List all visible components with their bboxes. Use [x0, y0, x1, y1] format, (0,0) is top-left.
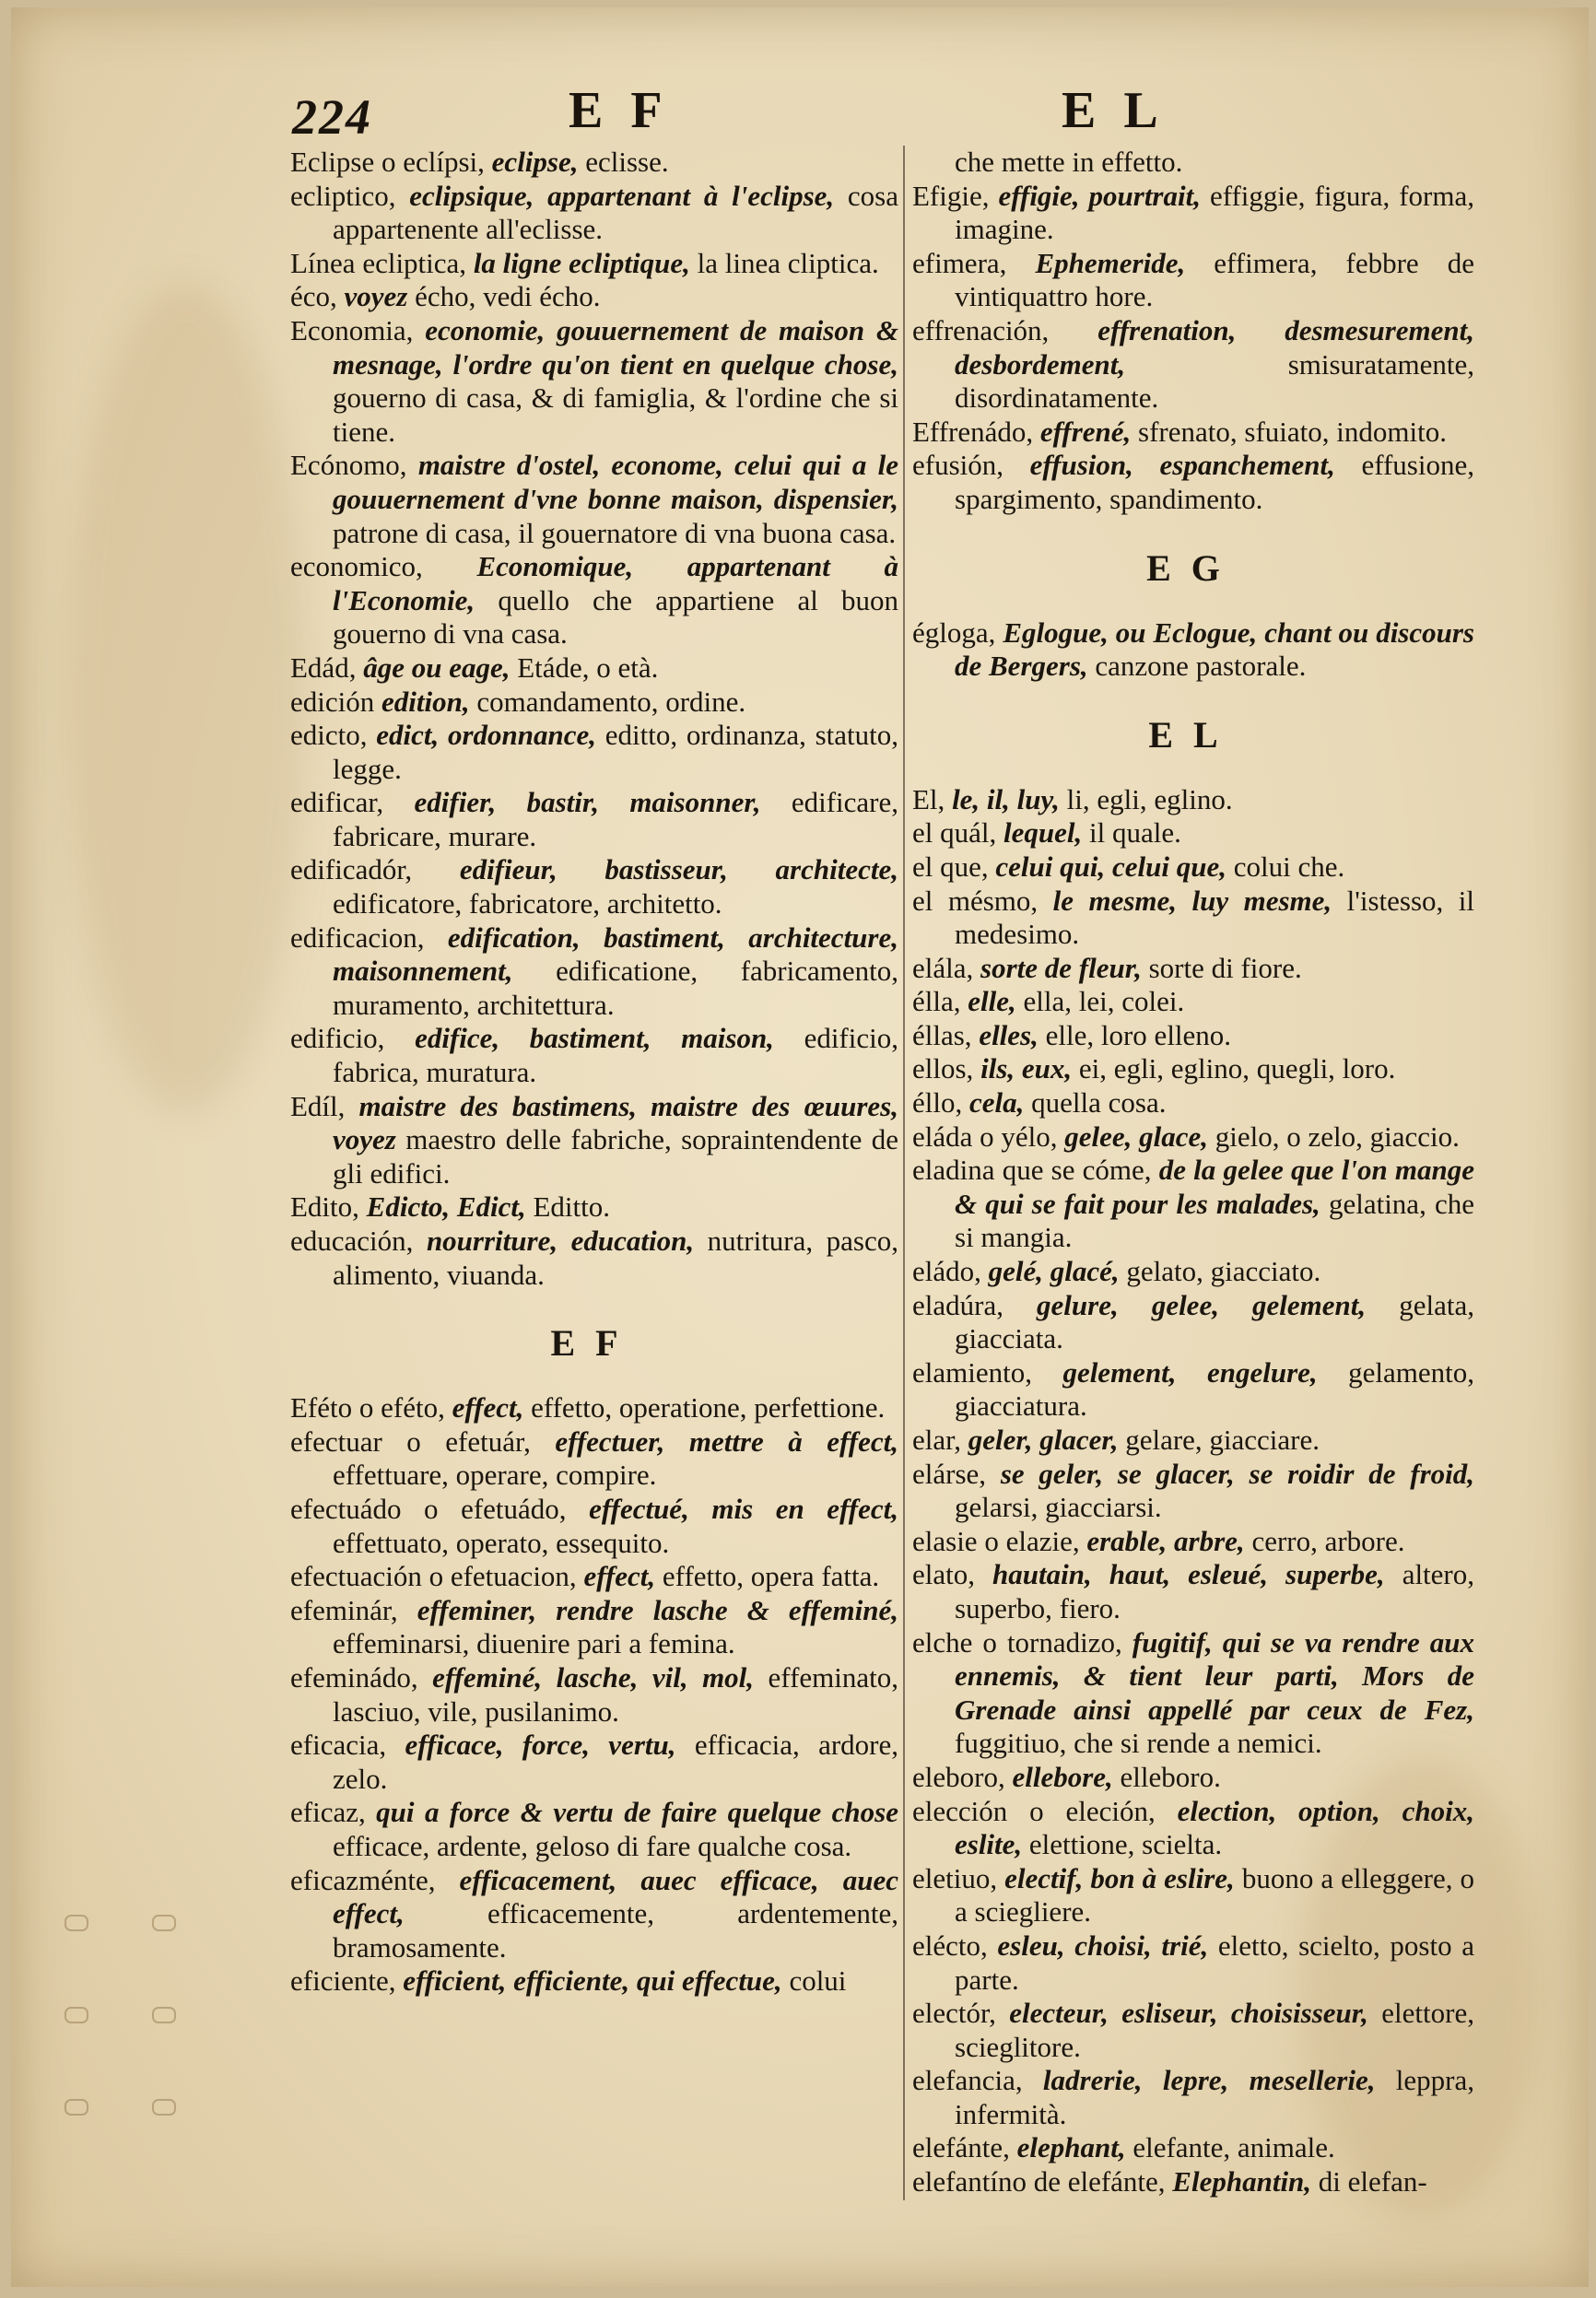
entry-italian-gloss: gelamento, giacciatura.: [955, 1355, 1474, 1423]
dictionary-entry: [912, 416, 1474, 450]
right-entries-el: [912, 783, 1474, 2199]
entry-french-gloss: Eglogue, ou Eclogue, chant ou discours de Bergers,: [955, 616, 1474, 683]
entry-headword: élla,: [912, 985, 968, 1018]
continuation-line: che mette in effetto.: [955, 146, 1183, 178]
entry-french-gloss: Elephantin,: [1172, 2165, 1319, 2198]
entry-headword: Eclipse o eclípsi,: [290, 146, 492, 178]
entry-french-gloss: edict, ordonnance,: [376, 719, 605, 752]
dictionary-entry: [290, 1729, 898, 1796]
entry-headword: elche o tornadizo,: [912, 1625, 1132, 1659]
entry-italian-gloss: edificio, fabrica, muratura.: [333, 1022, 898, 1089]
dictionary-entry: [290, 1225, 898, 1292]
entry-italian-gloss: effettuare, operare, compire.: [333, 1459, 657, 1492]
dictionary-entry: [912, 1052, 1474, 1086]
dictionary-entry: [912, 1929, 1474, 1997]
entry-italian-gloss: comandamento, ordine.: [476, 685, 746, 718]
dictionary-entry: [912, 2131, 1474, 2165]
dictionary-entry: [290, 146, 898, 180]
dictionary-entry: [912, 1626, 1474, 1761]
dictionary-entry: [912, 1154, 1474, 1255]
dictionary-entry: [912, 850, 1474, 885]
entry-headword: efectuación o efetuacion,: [290, 1560, 584, 1593]
entry-italian-gloss: écho, vedi écho.: [415, 280, 601, 313]
entry-headword: efeminár,: [290, 1593, 417, 1626]
entry-french-gloss: de la gelee que l'on mange & qui se fait pour les malades,: [955, 1154, 1474, 1220]
entry-headword: educación,: [290, 1225, 427, 1257]
entry-headword: eláda o yélo,: [912, 1120, 1065, 1153]
entry-french-gloss: geler, glacer,: [968, 1424, 1126, 1456]
dictionary-entry: [290, 786, 898, 853]
entry-italian-gloss: gouerno di casa, & di famiglia, & l'ordine che si tiene.: [333, 381, 898, 448]
entry-headword: ecliptico,: [290, 179, 410, 212]
dictionary-entry: [912, 1255, 1474, 1289]
entry-french-gloss: effeminé, lasche, vil, mol,: [432, 1660, 769, 1694]
entry-french-gloss: edifier, bastir, maisonner,: [414, 786, 792, 819]
entry-headword: elamiento,: [912, 1355, 1063, 1389]
dictionary-entry: [290, 651, 898, 686]
entry-italian-gloss: efficace, ardente, geloso di fare qualche cosa.: [333, 1829, 852, 1862]
entry-french-gloss: effectué, mis en effect,: [589, 1492, 898, 1525]
dictionary-entry: [290, 247, 898, 281]
entry-italian-gloss: edificatione, fabricamento, muramento, architettura.: [333, 955, 898, 1021]
entry-italian-gloss: gelarsi, giacciarsi.: [955, 1491, 1162, 1524]
dictionary-entry: [912, 1795, 1474, 1862]
entry-italian-gloss: effeminato, lasciuo, vile, pusilanimo.: [333, 1660, 898, 1728]
section-heading-ef: EF: [550, 1322, 639, 1365]
entry-headword: edición: [290, 685, 381, 718]
entry-french-gloss: Economique, appartenant à l'Economie,: [333, 550, 898, 616]
dictionary-entry: [912, 180, 1474, 247]
entry-italian-gloss: sorte di fiore.: [1148, 951, 1302, 984]
entry-italian-gloss: colui: [789, 1964, 847, 1998]
entry-french-gloss: effrenation, desmesurement, desbordement,: [955, 313, 1474, 381]
entry-french-gloss: le, il, luy,: [952, 782, 1067, 815]
dictionary-entry: [290, 1090, 898, 1191]
entry-french-gloss: effectuer, mettre à effect,: [555, 1425, 898, 1458]
dictionary-entry: [290, 1964, 898, 1999]
entry-french-gloss: lequel,: [1003, 816, 1089, 850]
entry-french-gloss: edition,: [381, 685, 477, 718]
entry-italian-gloss: gelata, giacciata.: [955, 1288, 1474, 1355]
entry-italian-gloss: efficacia, ardore, zelo.: [333, 1729, 898, 1795]
entry-italian-gloss: di elefan-: [1318, 2165, 1427, 2198]
entry-headword: Efigie,: [912, 179, 999, 212]
entry-headword: égloga,: [912, 616, 1003, 649]
entry-french-gloss: gelé, glacé,: [988, 1255, 1127, 1288]
entry-italian-gloss: elefante, animale.: [1132, 2131, 1335, 2164]
entry-headword: elección o eleción,: [912, 1794, 1178, 1827]
entry-french-gloss: maistre d'ostel, econome, celui qui a le gouuernement d'vne bonne maison, dispensier,: [333, 449, 898, 515]
entry-headword: elécto,: [912, 1929, 998, 1962]
page-number: 224: [292, 89, 372, 145]
entry-headword: elefánte,: [912, 2131, 1017, 2164]
entry-french-gloss: economie, gouuernement de maison & mesnage, l'ordre qu'on tient en quelque chose,: [333, 313, 898, 381]
dictionary-entry: [912, 1862, 1474, 1929]
entry-headword: el que,: [912, 850, 996, 883]
entry-headword: effrenación,: [912, 313, 1098, 346]
entry-headword: éllas,: [912, 1018, 980, 1051]
dictionary-entry: [290, 719, 898, 786]
entry-headword: eleboro,: [912, 1760, 1013, 1793]
entry-headword: eficiente,: [290, 1964, 404, 1998]
entry-headword: efectuar o efetuár,: [290, 1425, 556, 1458]
entry-headword: elárse,: [912, 1457, 1001, 1490]
entry-french-gloss: Ephemeride,: [1035, 246, 1215, 279]
entry-headword: El,: [912, 782, 953, 815]
entry-french-gloss: effect,: [583, 1560, 663, 1593]
dictionary-entry: [290, 280, 898, 314]
entry-italian-gloss: sfrenato, sfuiato, indomito.: [1138, 415, 1447, 448]
entry-italian-gloss: canzone pastorale.: [1095, 650, 1307, 683]
entry-french-gloss: efficacement, auec efficace, auec effect,: [333, 1863, 898, 1930]
entry-french-gloss: elle,: [968, 985, 1024, 1018]
dictionary-entry: [912, 783, 1474, 817]
entry-french-gloss: gelure, gelee, gelement,: [1037, 1288, 1400, 1321]
dictionary-entry: [912, 616, 1474, 684]
entry-french-gloss: efficace, force, vertu,: [405, 1729, 695, 1762]
entry-french-gloss: hautain, haut, esleué, superbe,: [992, 1558, 1402, 1591]
entry-french-gloss: erable, arbre,: [1086, 1524, 1252, 1557]
entry-italian-gloss: gelato, giacciato.: [1126, 1255, 1321, 1288]
entry-headword: electór,: [912, 1997, 1010, 2030]
entry-italian-gloss: effetto, opera fatta.: [662, 1560, 880, 1593]
entry-italian-gloss: il quale.: [1089, 816, 1181, 850]
entry-french-gloss: electeur, esliseur, choisisseur,: [1009, 1997, 1382, 2030]
entry-italian-gloss: Etáde, o età.: [517, 651, 659, 684]
dictionary-entry: [290, 1796, 898, 1863]
entry-french-gloss: Edicto, Edict,: [366, 1190, 534, 1224]
dictionary-entry: [290, 314, 898, 449]
dictionary-entry: [912, 247, 1474, 314]
dictionary-entry: [290, 1661, 898, 1729]
entry-italian-gloss: quello che appartiene al buon gouerno di vna casa.: [333, 583, 898, 651]
entry-headword: Edíl,: [290, 1089, 359, 1122]
dictionary-entry: [912, 1086, 1474, 1120]
entry-italian-gloss: efficacemente, ardentemente, bramosamente.: [333, 1897, 898, 1964]
entry-headword: edificio,: [290, 1022, 416, 1055]
dictionary-entry: [290, 1391, 898, 1425]
entry-italian-gloss: eletto, scielto, posto a parte.: [955, 1929, 1474, 1996]
entry-headword: eletiuo,: [912, 1861, 1005, 1894]
dictionary-entry: [912, 952, 1474, 986]
entry-headword: Línea ecliptica,: [290, 246, 474, 279]
entry-headword: edicto,: [290, 719, 377, 752]
entry-french-gloss: âge ou eage,: [363, 651, 518, 684]
entry-italian-gloss: Editto.: [533, 1190, 611, 1224]
entry-headword: elefantíno de elefánte,: [912, 2165, 1173, 2198]
entry-headword: elála,: [912, 951, 981, 984]
entry-headword: eladina que se cóme,: [912, 1154, 1159, 1187]
entry-italian-gloss: l'istesso, il medesimo.: [955, 884, 1474, 951]
dictionary-entry: [912, 1997, 1474, 2064]
dictionary-entry: [290, 180, 898, 247]
entry-italian-gloss: elle, loro elleno.: [1045, 1018, 1232, 1051]
entry-french-gloss: effect,: [452, 1391, 532, 1425]
binding-mark: [65, 1915, 88, 1931]
entry-headword: elar,: [912, 1424, 968, 1456]
dictionary-entry: [912, 1525, 1474, 1559]
entry-french-gloss: eclipsique, appartenant à l'eclipse,: [409, 179, 848, 212]
dictionary-entry: [912, 2165, 1474, 2199]
section-heading-eg: EG: [1146, 546, 1240, 589]
section-heading-el: EL: [1148, 713, 1238, 756]
column-divider: [903, 146, 905, 2200]
dictionary-entry: [912, 2064, 1474, 2131]
binding-mark: [65, 2099, 88, 2116]
entry-french-gloss: elles,: [979, 1018, 1046, 1051]
paper-stain: [66, 284, 306, 1113]
entry-italian-gloss: edificare, fabricare, murare.: [333, 786, 898, 852]
dictionary-entry: [912, 816, 1474, 850]
dictionary-entry: [290, 550, 898, 651]
entry-italian-gloss: maestro delle fabriche, sopraintendente de gli edifici.: [333, 1123, 898, 1190]
entry-italian-gloss: eclisse.: [585, 146, 669, 178]
entry-italian-gloss: ella, lei, colei.: [1023, 985, 1185, 1018]
dictionary-entry: [912, 314, 1474, 416]
entry-french-gloss: ellebore,: [1012, 1760, 1121, 1793]
entry-french-gloss: esleu, choisi, trié,: [997, 1929, 1218, 1962]
entry-headword: edificadór,: [290, 853, 460, 886]
right-entries-ef: [912, 180, 1474, 517]
entry-french-gloss: le mesme, luy mesme,: [1052, 884, 1347, 917]
entry-french-gloss: ladrerie, lepre, mesellerie,: [1042, 2064, 1396, 2097]
entry-italian-gloss: effimera, febbre de vintiquattro hore.: [955, 246, 1474, 313]
entry-italian-gloss: effeminarsi, diuenire pari a femina.: [333, 1627, 735, 1660]
entry-headword: eladúra,: [912, 1288, 1038, 1321]
entry-french-gloss: electif, bon à eslire,: [1004, 1861, 1242, 1894]
entry-french-gloss: maistre des bastimens, maistre des œuures, voyez: [333, 1089, 898, 1156]
entry-french-gloss: qui a force & vertu de faire quelque chose: [376, 1796, 898, 1829]
entry-french-gloss: se geler, se glacer, se roidir de froid,: [1000, 1457, 1474, 1490]
dictionary-entry: [290, 1864, 898, 1965]
entry-italian-gloss: smisuratamente, disordinatamente.: [955, 347, 1474, 415]
entry-french-gloss: effigie, pourtrait,: [998, 179, 1210, 212]
entry-french-gloss: elephant,: [1016, 2131, 1133, 2164]
entry-italian-gloss: gielo, o zelo, giaccio.: [1215, 1120, 1460, 1153]
dictionary-entry: [912, 1558, 1474, 1625]
entry-italian-gloss: cerro, arbore.: [1251, 1524, 1405, 1557]
entry-italian-gloss: la linea cliptica.: [697, 246, 879, 279]
entry-italian-gloss: cosa appartenente all'eclisse.: [333, 179, 898, 246]
entry-italian-gloss: elleboro.: [1120, 1760, 1221, 1793]
dictionary-entry: [912, 449, 1474, 516]
entry-french-gloss: edifice, bastiment, maison,: [415, 1022, 804, 1055]
dictionary-entry: [290, 1493, 898, 1560]
entry-italian-gloss: edificatore, fabricatore, architetto.: [333, 887, 722, 920]
running-head-left: EF: [569, 82, 690, 139]
dictionary-entry: [912, 1120, 1474, 1155]
entry-headword: éco,: [290, 280, 345, 313]
dictionary-entry: [912, 1761, 1474, 1795]
entry-headword: elato,: [912, 1558, 993, 1591]
entry-italian-gloss: elettore, scieglitore.: [955, 1997, 1474, 2063]
entry-headword: Eféto o eféto,: [290, 1391, 452, 1425]
binding-marks: [55, 1915, 194, 2145]
binding-mark: [152, 1915, 176, 1931]
dictionary-entry: [290, 1560, 898, 1594]
binding-mark: [152, 2099, 176, 2116]
entry-headword: Edád,: [290, 651, 364, 684]
book-page: [11, 7, 1589, 2287]
dictionary-entry: [290, 449, 898, 550]
running-head-right: EL: [1062, 82, 1186, 139]
entry-headword: eficacia,: [290, 1729, 405, 1762]
entry-french-gloss: effeminer, rendre lasche & effeminé,: [417, 1593, 898, 1626]
entry-italian-gloss: gelare, giacciare.: [1125, 1424, 1320, 1456]
entry-italian-gloss: editto, ordinanza, statuto, legge.: [333, 719, 898, 785]
dictionary-entry: [912, 1289, 1474, 1356]
entry-french-gloss: edification, bastiment, architecture, maisonnement,: [333, 920, 898, 988]
right-entries-eg: [912, 616, 1474, 684]
entry-headword: ellos,: [912, 1052, 981, 1085]
entry-french-gloss: nourriture, education,: [426, 1225, 708, 1257]
entry-italian-gloss: fuggitiuo, che si rende a nemici.: [955, 1727, 1322, 1760]
dictionary-entry: [290, 1594, 898, 1661]
entry-italian-gloss: leppra, infermità.: [955, 2064, 1474, 2130]
entry-italian-gloss: effiggie, figura, forma, imagine.: [955, 179, 1474, 246]
entry-headword: eficaz,: [290, 1796, 377, 1829]
entry-headword: eficazménte,: [290, 1863, 460, 1896]
entry-french-gloss: celui qui, celui que,: [995, 850, 1234, 883]
entry-italian-gloss: nutritura, pasco, alimento, viuanda.: [333, 1225, 898, 1291]
entry-italian-gloss: quella cosa.: [1031, 1086, 1167, 1120]
entry-french-gloss: gelee, glace,: [1064, 1120, 1215, 1153]
entry-italian-gloss: effetto, operatione, perfettione.: [531, 1391, 886, 1425]
entry-french-gloss: gelement, engelure,: [1062, 1355, 1349, 1389]
entry-headword: elasie o elazie,: [912, 1524, 1087, 1557]
entry-headword: efimera,: [912, 246, 1036, 279]
dictionary-entry: [912, 885, 1474, 952]
page-header: [11, 72, 1589, 155]
entry-headword: economico,: [290, 550, 477, 583]
entry-italian-gloss: li, egli, eglino.: [1066, 782, 1233, 815]
dictionary-entry: [912, 1424, 1474, 1458]
entry-italian-gloss: altero, superbo, fiero.: [955, 1558, 1474, 1624]
binding-mark: [65, 2007, 88, 2023]
entry-french-gloss: effusion, espanchement,: [1029, 449, 1362, 482]
entry-french-gloss: la ligne ecliptique,: [473, 246, 698, 279]
entry-french-gloss: eclipse,: [491, 146, 586, 178]
dictionary-entry: [912, 1019, 1474, 1053]
binding-mark: [152, 2007, 176, 2023]
left-entries-ef: [290, 1391, 898, 1999]
entry-headword: el mésmo,: [912, 884, 1053, 917]
entry-italian-gloss: elettione, scielta.: [1028, 1828, 1223, 1861]
entry-headword: el quál,: [912, 816, 1003, 850]
entry-french-gloss: sorte de fleur,: [980, 951, 1149, 984]
entry-italian-gloss: effettuato, operato, essequito.: [333, 1526, 670, 1559]
dictionary-entry: [290, 686, 898, 720]
dictionary-entry: [290, 1022, 898, 1089]
entry-headword: Edito,: [290, 1190, 367, 1224]
entry-headword: elefancia,: [912, 2064, 1043, 2097]
right-column: [912, 146, 1474, 2237]
entry-headword: edificar,: [290, 786, 415, 819]
left-column: [290, 146, 898, 2237]
entry-italian-gloss: colui che.: [1233, 850, 1345, 883]
dictionary-entry: [290, 853, 898, 920]
left-entries-ed: [290, 146, 898, 1292]
entry-french-gloss: edifieur, bastisseur, architecte,: [459, 853, 898, 886]
entry-italian-gloss: patrone di casa, il gouernatore di vna buona casa.: [333, 516, 897, 549]
entry-headword: eládo,: [912, 1255, 989, 1288]
entry-headword: edificacion,: [290, 920, 448, 954]
entry-french-gloss: efficient, efficiente, qui effectue,: [403, 1964, 790, 1998]
entry-headword: Ecónomo,: [290, 449, 418, 482]
dictionary-entry: [290, 1190, 898, 1225]
dictionary-entry: [290, 1425, 898, 1493]
entry-headword: efectuádo o efetuádo,: [290, 1492, 590, 1525]
entry-french-gloss: voyez: [344, 280, 416, 313]
entry-headword: efusión,: [912, 449, 1030, 482]
dictionary-entry: [290, 921, 898, 1023]
entry-headword: Economia,: [290, 313, 426, 346]
dictionary-entry: [912, 1356, 1474, 1424]
entry-french-gloss: ils, eux,: [980, 1052, 1079, 1085]
entry-french-gloss: fugitif, qui se va rendre aux ennemis, & tient leur parti, Mors de Grenade ainsi appellé par ceux de Fez,: [955, 1625, 1474, 1726]
entry-italian-gloss: buono a elleggere, o a sciegliere.: [955, 1861, 1474, 1929]
entry-french-gloss: election, option, choix, eslite,: [955, 1794, 1474, 1861]
dictionary-entry: [912, 985, 1474, 1019]
entry-french-gloss: cela,: [969, 1086, 1032, 1120]
entry-italian-gloss: effusione, spargimento, spandimento.: [955, 449, 1474, 515]
dictionary-entry: [912, 1458, 1474, 1525]
entry-headword: éllo,: [912, 1086, 969, 1120]
entry-french-gloss: effrené,: [1039, 415, 1139, 448]
entry-italian-gloss: gelatina, che si mangia.: [955, 1187, 1474, 1254]
entry-italian-gloss: ei, egli, eglino, quegli, loro.: [1078, 1052, 1396, 1085]
entry-headword: Effrenádo,: [912, 415, 1040, 448]
entry-headword: efeminádo,: [290, 1660, 433, 1694]
